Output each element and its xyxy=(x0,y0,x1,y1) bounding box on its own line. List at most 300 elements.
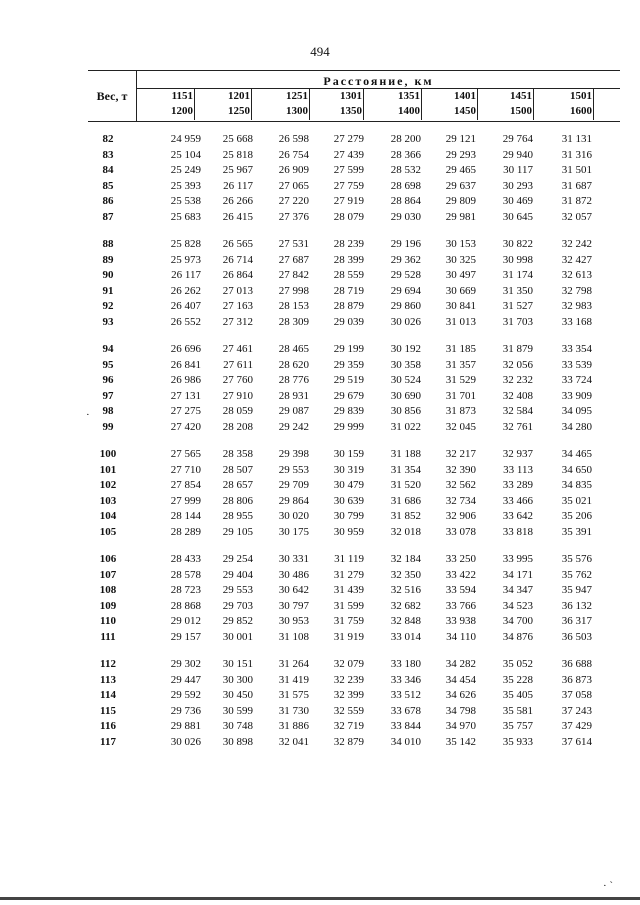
value-cell: 30 497 xyxy=(445,269,476,281)
table-row xyxy=(88,133,620,149)
weight-cell: 115 xyxy=(100,704,116,717)
value-cell: 25 828 xyxy=(170,238,201,250)
value-cell: 34 454 xyxy=(445,673,476,686)
value-cell: 31 527 xyxy=(502,300,533,312)
value-cell: 31 575 xyxy=(278,689,309,701)
value-cell: 30 192 xyxy=(390,343,421,355)
table-row xyxy=(88,448,620,464)
table-row xyxy=(88,285,620,301)
value-cell: 31 872 xyxy=(561,195,592,207)
value-cell: 32 562 xyxy=(445,479,476,491)
corner-marks: · ˋ xyxy=(603,880,614,892)
value-cell: 25 818 xyxy=(222,148,253,161)
value-cell: 28 358 xyxy=(222,448,253,460)
value-cell: 31 759 xyxy=(333,615,364,627)
value-cell: 28 719 xyxy=(333,284,364,297)
weight-cell: 92 xyxy=(102,300,114,312)
value-cell: 33 168 xyxy=(561,315,592,328)
weight-cell: 99 xyxy=(102,420,114,433)
value-cell: 34 280 xyxy=(561,420,592,433)
value-cell: 26 696 xyxy=(170,343,201,355)
value-cell: 31 013 xyxy=(445,315,476,328)
range-to: 1450 xyxy=(454,105,476,117)
table-row xyxy=(88,705,620,721)
table-row xyxy=(88,510,620,526)
value-cell: 30 748 xyxy=(222,720,253,732)
value-cell: 30 153 xyxy=(445,238,476,250)
value-cell: 27 312 xyxy=(222,315,253,328)
value-cell: 34 700 xyxy=(502,615,533,627)
range-to: 1300 xyxy=(286,105,308,117)
value-cell: 36 688 xyxy=(561,658,592,670)
value-cell: 34 171 xyxy=(502,568,533,581)
value-cell: 32 041 xyxy=(278,735,309,748)
value-cell: 28 366 xyxy=(390,148,421,161)
value-cell: 29 553 xyxy=(222,584,253,596)
value-cell: 28 698 xyxy=(390,179,421,192)
value-cell: 27 854 xyxy=(170,479,201,491)
table-row xyxy=(88,254,620,270)
weight-cell: 86 xyxy=(102,195,114,207)
value-cell: 34 465 xyxy=(561,448,592,460)
value-cell: 27 013 xyxy=(222,284,253,297)
table-row xyxy=(88,374,620,390)
value-cell: 30 639 xyxy=(333,494,364,507)
weight-cell: 91 xyxy=(102,284,114,297)
value-cell: 25 967 xyxy=(222,164,253,176)
value-cell: 33 289 xyxy=(502,479,533,491)
value-cell: 33 539 xyxy=(561,358,592,371)
value-cell: 30 293 xyxy=(502,179,533,192)
range-header-2 xyxy=(252,89,310,120)
value-cell: 35 142 xyxy=(445,735,476,748)
value-cell: 29 679 xyxy=(333,389,364,402)
value-cell: 32 390 xyxy=(445,463,476,476)
value-cell: 33 512 xyxy=(390,689,421,701)
value-cell: 27 279 xyxy=(333,133,364,145)
table-row xyxy=(88,600,620,616)
value-cell: 30 856 xyxy=(390,405,421,417)
weight-cell: 108 xyxy=(99,584,117,596)
value-cell: 31 279 xyxy=(333,568,364,581)
value-cell: 31 022 xyxy=(390,420,421,433)
value-cell: 27 842 xyxy=(278,269,309,281)
value-cell: 29 087 xyxy=(278,405,309,417)
weight-cell: 105 xyxy=(99,525,117,538)
value-cell: 33 113 xyxy=(503,463,533,476)
weight-column-header: Вес, т xyxy=(88,71,137,121)
weight-cell: 100 xyxy=(99,448,117,460)
value-cell: 32 734 xyxy=(445,494,476,507)
value-cell: 37 058 xyxy=(561,689,592,701)
table-row xyxy=(88,421,620,437)
value-cell: 33 995 xyxy=(502,553,533,565)
value-cell: 28 723 xyxy=(170,584,201,596)
value-cell: 33 180 xyxy=(390,658,421,670)
value-cell: 30 300 xyxy=(222,673,253,686)
value-cell: 29 519 xyxy=(333,374,364,386)
weight-cell: 87 xyxy=(102,210,114,223)
value-cell: 35 933 xyxy=(502,735,533,748)
value-cell: 33 014 xyxy=(390,630,421,643)
value-cell: 32 937 xyxy=(502,448,533,460)
range-to: 1500 xyxy=(510,105,532,117)
value-cell: 28 309 xyxy=(278,315,309,328)
value-cell: 29 637 xyxy=(445,179,476,192)
value-cell: 37 243 xyxy=(561,704,592,717)
table-row xyxy=(88,390,620,406)
value-cell: 30 898 xyxy=(222,735,253,748)
value-cell: 31 316 xyxy=(561,148,592,161)
value-cell: 29 030 xyxy=(390,210,421,223)
value-cell: 36 317 xyxy=(561,615,592,627)
value-cell: 31 687 xyxy=(561,179,592,192)
range-from: 1251 xyxy=(286,90,308,102)
value-cell: 29 242 xyxy=(278,420,309,433)
value-cell: 32 239 xyxy=(333,673,364,686)
value-cell: 27 131 xyxy=(170,389,201,402)
weight-cell: 107 xyxy=(99,568,117,581)
weight-cell: 113 xyxy=(100,673,116,686)
value-cell: 27 998 xyxy=(278,284,309,297)
range-to: 1200 xyxy=(171,105,193,117)
value-cell: 30 020 xyxy=(278,510,309,522)
value-cell: 34 523 xyxy=(502,599,533,612)
value-cell: 25 538 xyxy=(170,195,201,207)
value-cell: 34 110 xyxy=(446,630,476,643)
value-cell: 29 302 xyxy=(170,658,201,670)
range-from: 1451 xyxy=(510,90,532,102)
value-cell: 29 592 xyxy=(170,689,201,701)
weight-cell: 82 xyxy=(102,133,114,145)
value-cell: 29 981 xyxy=(445,210,476,223)
table-row xyxy=(88,195,620,211)
weight-cell: 97 xyxy=(102,389,114,402)
table-row xyxy=(88,211,620,227)
value-cell: 32 045 xyxy=(445,420,476,433)
value-cell: 30 524 xyxy=(390,374,421,386)
value-cell: 29 703 xyxy=(222,599,253,612)
weight-cell: 93 xyxy=(102,315,114,328)
value-cell: 35 757 xyxy=(502,720,533,732)
value-cell: 28 153 xyxy=(278,300,309,312)
value-cell: 32 350 xyxy=(390,568,421,581)
value-cell: 31 108 xyxy=(278,630,309,643)
value-cell: 30 450 xyxy=(222,689,253,701)
value-cell: 27 565 xyxy=(170,448,201,460)
table-row xyxy=(88,343,620,359)
value-cell: 26 841 xyxy=(170,358,201,371)
value-cell: 29 398 xyxy=(278,448,309,460)
value-cell: 29 860 xyxy=(390,300,421,312)
table-row xyxy=(88,615,620,631)
value-cell: 32 983 xyxy=(561,300,592,312)
value-cell: 30 486 xyxy=(278,568,309,581)
value-cell: 30 151 xyxy=(222,658,253,670)
value-cell: 28 868 xyxy=(170,599,201,612)
value-cell: 32 427 xyxy=(561,253,592,266)
value-cell: 31 730 xyxy=(278,704,309,717)
value-cell: 28 433 xyxy=(170,553,201,565)
value-cell: 28 200 xyxy=(390,133,421,145)
value-cell: 33 909 xyxy=(561,389,592,402)
range-header-0 xyxy=(137,89,195,120)
range-header-7 xyxy=(534,89,594,120)
range-to: 1400 xyxy=(398,105,420,117)
value-cell: 28 239 xyxy=(333,238,364,250)
value-cell: 34 650 xyxy=(561,463,592,476)
range-to: 1350 xyxy=(340,105,362,117)
value-cell: 33 938 xyxy=(445,615,476,627)
value-cell: 35 052 xyxy=(502,658,533,670)
table-row xyxy=(88,569,620,585)
weight-cell: 95 xyxy=(102,358,114,371)
value-cell: 28 208 xyxy=(222,420,253,433)
value-cell: 27 999 xyxy=(170,494,201,507)
weight-cell: 111 xyxy=(100,630,116,643)
value-cell: 30 599 xyxy=(222,704,253,717)
weight-cell: 98 xyxy=(102,405,114,417)
value-cell: 33 078 xyxy=(445,525,476,538)
value-cell: 27 759 xyxy=(333,179,364,192)
value-cell: 29 852 xyxy=(222,615,253,627)
value-cell: 28 776 xyxy=(278,374,309,386)
value-cell: 28 399 xyxy=(333,253,364,266)
value-cell: 28 806 xyxy=(222,494,253,507)
value-cell: 32 232 xyxy=(502,374,533,386)
value-cell: 32 848 xyxy=(390,615,421,627)
value-cell: 31 119 xyxy=(334,553,364,565)
range-header-5 xyxy=(422,89,478,120)
value-cell: 26 266 xyxy=(222,195,253,207)
row-group xyxy=(88,553,620,646)
value-cell: 30 479 xyxy=(333,479,364,491)
value-cell: 26 986 xyxy=(170,374,201,386)
range-to: 1250 xyxy=(228,105,250,117)
value-cell: 34 626 xyxy=(445,689,476,701)
value-cell: 31 419 xyxy=(278,673,309,686)
value-cell: 30 331 xyxy=(278,553,309,565)
value-cell: 31 919 xyxy=(333,630,364,643)
value-cell: 31 873 xyxy=(445,405,476,417)
value-cell: 28 144 xyxy=(170,510,201,522)
value-cell: 33 766 xyxy=(445,599,476,612)
value-cell: 32 761 xyxy=(502,420,533,433)
value-cell: 28 532 xyxy=(390,164,421,176)
value-cell: 37 429 xyxy=(561,720,592,732)
value-cell: 32 408 xyxy=(502,389,533,402)
range-header-1 xyxy=(195,89,252,120)
table-row xyxy=(88,553,620,569)
value-cell: 32 079 xyxy=(333,658,364,670)
value-cell: 27 531 xyxy=(278,238,309,250)
value-cell: 29 864 xyxy=(278,494,309,507)
value-cell: 30 669 xyxy=(445,284,476,297)
value-cell: 28 559 xyxy=(333,269,364,281)
value-cell: 26 117 xyxy=(223,179,253,192)
value-cell: 33 818 xyxy=(502,525,533,538)
value-cell: 29 465 xyxy=(445,164,476,176)
weight-cell: 94 xyxy=(102,343,114,355)
value-cell: 26 117 xyxy=(171,269,201,281)
value-cell: 36 503 xyxy=(561,630,592,643)
value-cell: 33 250 xyxy=(445,553,476,565)
value-cell: 30 026 xyxy=(170,735,201,748)
table-row xyxy=(88,359,620,375)
value-cell: 31 188 xyxy=(390,448,421,460)
value-cell: 29 293 xyxy=(445,148,476,161)
value-cell: 27 220 xyxy=(278,195,309,207)
value-cell: 32 184 xyxy=(390,553,421,565)
value-cell: 33 422 xyxy=(445,568,476,581)
range-header-3 xyxy=(310,89,364,120)
value-cell: 28 879 xyxy=(333,300,364,312)
row-group xyxy=(88,658,620,751)
table-row xyxy=(88,300,620,316)
table-row xyxy=(88,526,620,542)
value-cell: 30 117 xyxy=(503,164,533,176)
table-row xyxy=(88,269,620,285)
range-from: 1301 xyxy=(340,90,362,102)
value-cell: 26 909 xyxy=(278,164,309,176)
value-cell: 31 131 xyxy=(561,133,592,145)
value-cell: 29 999 xyxy=(333,420,364,433)
value-cell: 27 919 xyxy=(333,195,364,207)
value-cell: 29 881 xyxy=(170,720,201,732)
value-cell: 28 079 xyxy=(333,210,364,223)
value-cell: 30 690 xyxy=(390,389,421,402)
value-cell: 35 228 xyxy=(502,673,533,686)
weight-cell: 101 xyxy=(99,463,117,476)
value-cell: 29 039 xyxy=(333,315,364,328)
value-cell: 30 959 xyxy=(333,525,364,538)
value-cell: 28 507 xyxy=(222,463,253,476)
value-cell: 32 559 xyxy=(333,704,364,717)
value-cell: 34 876 xyxy=(502,630,533,643)
table-row xyxy=(88,479,620,495)
value-cell: 31 185 xyxy=(445,343,476,355)
value-cell: 31 686 xyxy=(390,494,421,507)
table-row xyxy=(88,495,620,511)
value-cell: 32 798 xyxy=(561,284,592,297)
value-cell: 27 163 xyxy=(222,300,253,312)
value-cell: 29 157 xyxy=(170,630,201,643)
row-group xyxy=(88,448,620,541)
value-cell: 32 682 xyxy=(390,599,421,612)
value-cell: 32 217 xyxy=(445,448,476,460)
value-cell: 34 835 xyxy=(561,479,592,491)
weight-cell: 112 xyxy=(100,658,116,670)
row-group xyxy=(88,343,620,436)
weight-cell: 102 xyxy=(99,479,117,491)
value-cell: 33 642 xyxy=(502,510,533,522)
weight-cell: 85 xyxy=(102,179,114,192)
value-cell: 31 701 xyxy=(445,389,476,402)
value-cell: 27 439 xyxy=(333,148,364,161)
value-cell: 31 886 xyxy=(278,720,309,732)
value-cell: 27 420 xyxy=(170,420,201,433)
page-number: 494 xyxy=(310,44,330,59)
value-cell: 30 001 xyxy=(222,630,253,643)
value-cell: 30 799 xyxy=(333,510,364,522)
value-cell: 26 754 xyxy=(278,148,309,161)
value-cell: 26 415 xyxy=(222,210,253,223)
value-cell: 35 206 xyxy=(561,510,592,522)
table-row xyxy=(88,164,620,180)
value-cell: 24 959 xyxy=(170,133,201,145)
value-cell: 31 879 xyxy=(502,343,533,355)
value-cell: 26 407 xyxy=(170,300,201,312)
value-cell: 32 516 xyxy=(390,584,421,596)
value-cell: 30 319 xyxy=(333,463,364,476)
value-cell: 34 347 xyxy=(502,584,533,596)
value-cell: 31 350 xyxy=(502,284,533,297)
value-cell: 25 973 xyxy=(170,253,201,266)
value-cell: 32 056 xyxy=(502,358,533,371)
value-cell: 29 012 xyxy=(170,615,201,627)
value-cell: 29 940 xyxy=(502,148,533,161)
value-cell: 26 552 xyxy=(170,315,201,328)
weight-cell: 104 xyxy=(99,510,117,522)
value-cell: 28 620 xyxy=(278,358,309,371)
table-row xyxy=(88,180,620,196)
value-cell: 26 598 xyxy=(278,133,309,145)
value-cell: 31 529 xyxy=(445,374,476,386)
value-cell: 32 879 xyxy=(333,735,364,748)
table-header xyxy=(88,70,620,122)
value-cell: 30 159 xyxy=(333,448,364,460)
value-cell: 26 864 xyxy=(222,269,253,281)
value-cell: 33 844 xyxy=(390,720,421,732)
value-cell: 34 798 xyxy=(445,704,476,717)
value-cell: 35 021 xyxy=(561,494,592,507)
value-cell: 30 325 xyxy=(445,253,476,266)
row-group xyxy=(88,133,620,226)
value-cell: 32 018 xyxy=(390,525,421,538)
table-row xyxy=(88,631,620,647)
range-from: 1351 xyxy=(398,90,420,102)
value-cell: 35 405 xyxy=(502,689,533,701)
table-row xyxy=(88,405,620,421)
value-cell: 27 687 xyxy=(278,253,309,266)
value-cell: 31 852 xyxy=(390,510,421,522)
table-row xyxy=(88,689,620,705)
range-from: 1401 xyxy=(454,90,476,102)
table-row xyxy=(88,720,620,736)
value-cell: 33 594 xyxy=(445,584,476,596)
table-row xyxy=(88,736,620,752)
value-cell: 32 399 xyxy=(333,689,364,701)
value-cell: 28 578 xyxy=(170,568,201,581)
range-from: 1501 xyxy=(570,90,592,102)
value-cell: 36 132 xyxy=(561,599,592,612)
value-cell: 26 714 xyxy=(222,253,253,266)
value-cell: 29 121 xyxy=(445,133,476,145)
weight-cell: 116 xyxy=(100,720,116,732)
value-cell: 29 359 xyxy=(333,358,364,371)
value-cell: 27 710 xyxy=(170,463,201,476)
value-cell: 28 931 xyxy=(278,389,309,402)
value-cell: 29 196 xyxy=(390,238,421,250)
value-cell: 33 346 xyxy=(390,673,421,686)
range-header-4 xyxy=(364,89,422,120)
table-row xyxy=(88,238,620,254)
table-body xyxy=(88,133,620,763)
value-cell: 27 611 xyxy=(223,358,253,371)
value-cell: 30 998 xyxy=(502,253,533,266)
value-cell: 28 657 xyxy=(222,479,253,491)
value-cell: 25 249 xyxy=(170,164,201,176)
